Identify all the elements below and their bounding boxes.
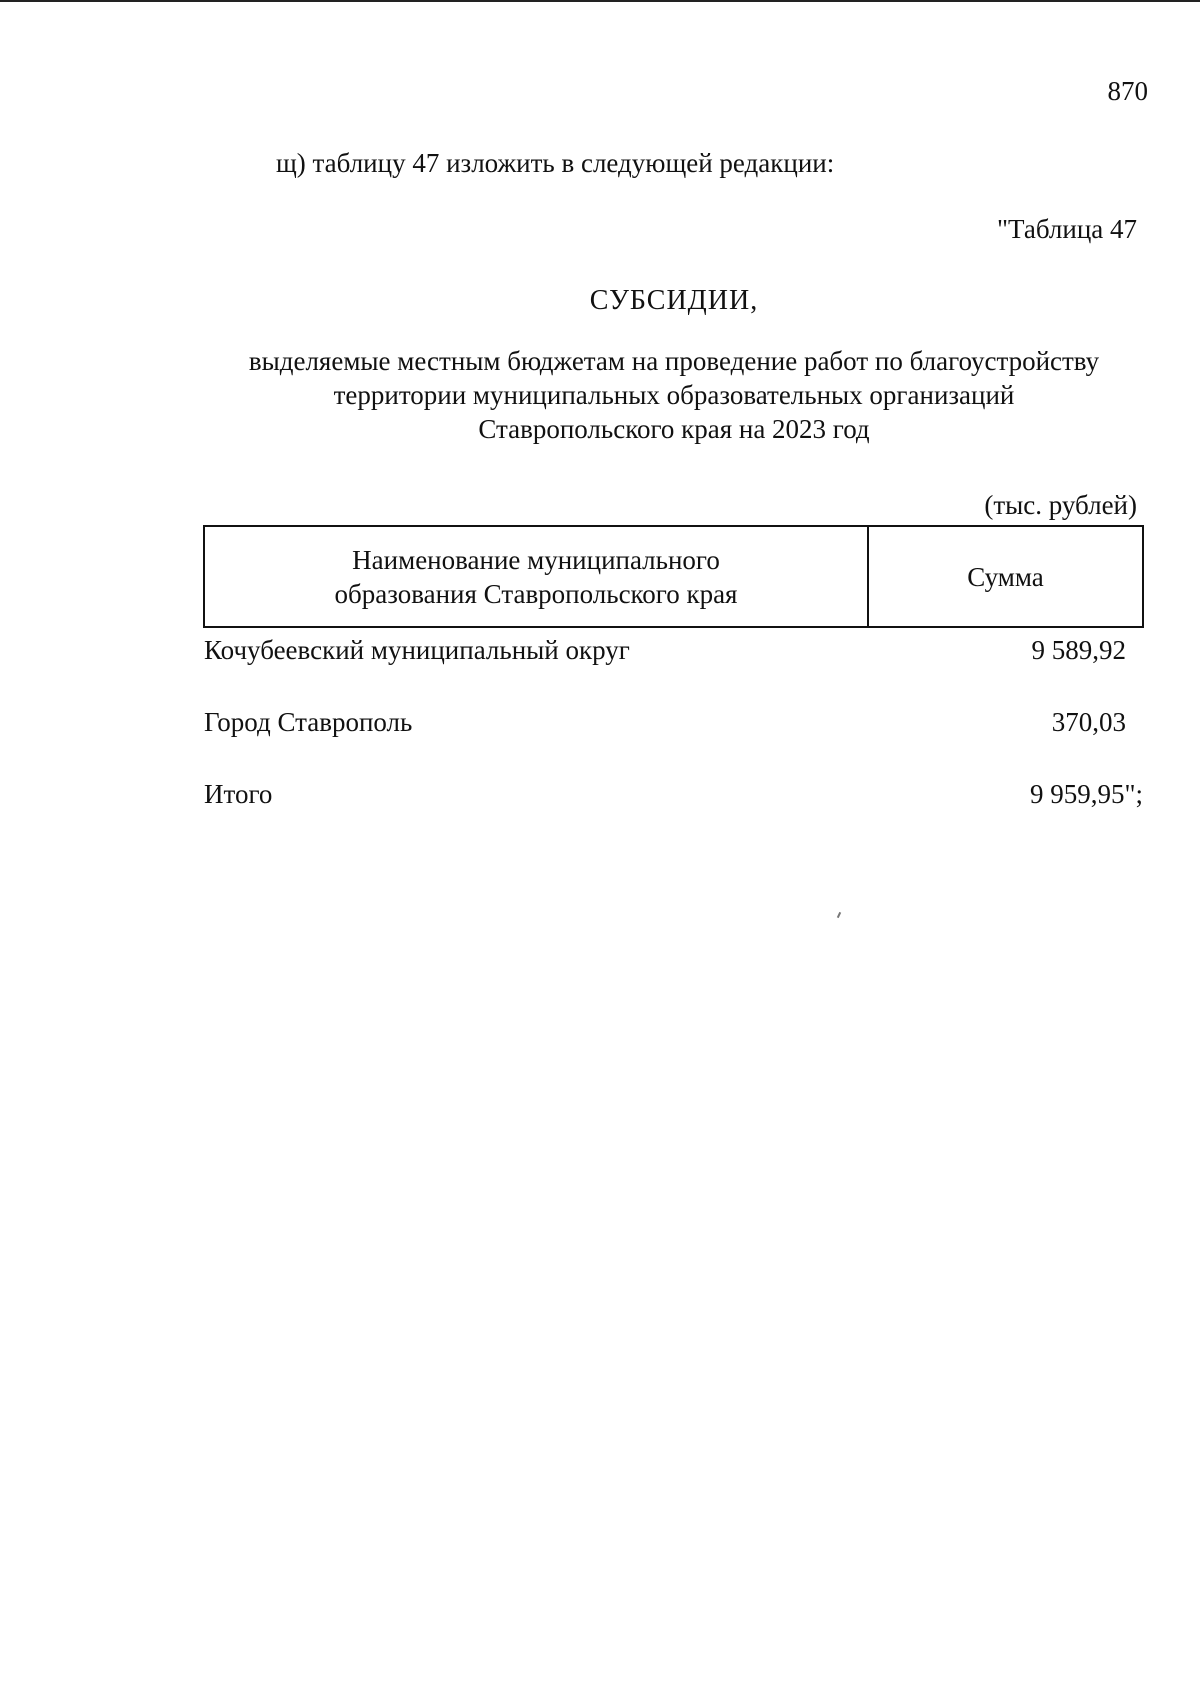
document-subtitle (200, 344, 1148, 446)
row-sum: 9 589,92 (1031, 635, 1126, 665)
row-municipality-name: Город Ставрополь (204, 707, 413, 737)
top-border-line (0, 0, 1200, 2)
subsidies-table (203, 525, 1144, 817)
header-name-line-2: образования Ставропольского края (334, 578, 738, 609)
total-row (204, 777, 1143, 817)
scan-speck (837, 912, 841, 918)
amendment-intro: щ) таблицу 47 изложить в следующей редакции: (276, 148, 835, 178)
total-sum: 9 959,95"; (1029, 779, 1143, 809)
table-row (204, 705, 1143, 777)
row-municipality-name: Кочубеевский муниципальный округ (204, 635, 630, 665)
header-row (204, 526, 1143, 627)
units-label: (тыс. рублей) (984, 490, 1137, 520)
table-reference: "Таблица 47 (997, 214, 1137, 244)
header-name-line-1: Наименование муниципального (352, 544, 720, 575)
subtitle-line-3: Ставропольского края на 2023 год (478, 414, 870, 444)
page-number: 870 (1107, 76, 1148, 106)
table-body (204, 627, 1143, 817)
row-sum: 370,03 (1051, 707, 1126, 737)
table-header (204, 526, 1143, 627)
total-label: Итого (204, 779, 273, 809)
subtitle-line-2: территории муниципальных образовательных организаций (333, 380, 1015, 410)
subtitle-line-1: выделяемые местным бюджетам на проведение работ по благоустройству (248, 346, 1100, 376)
document-title: СУБСИДИИ, (589, 285, 759, 316)
header-sum: Сумма (868, 526, 1143, 627)
header-municipality-name (204, 526, 868, 627)
table-row (204, 627, 1143, 705)
